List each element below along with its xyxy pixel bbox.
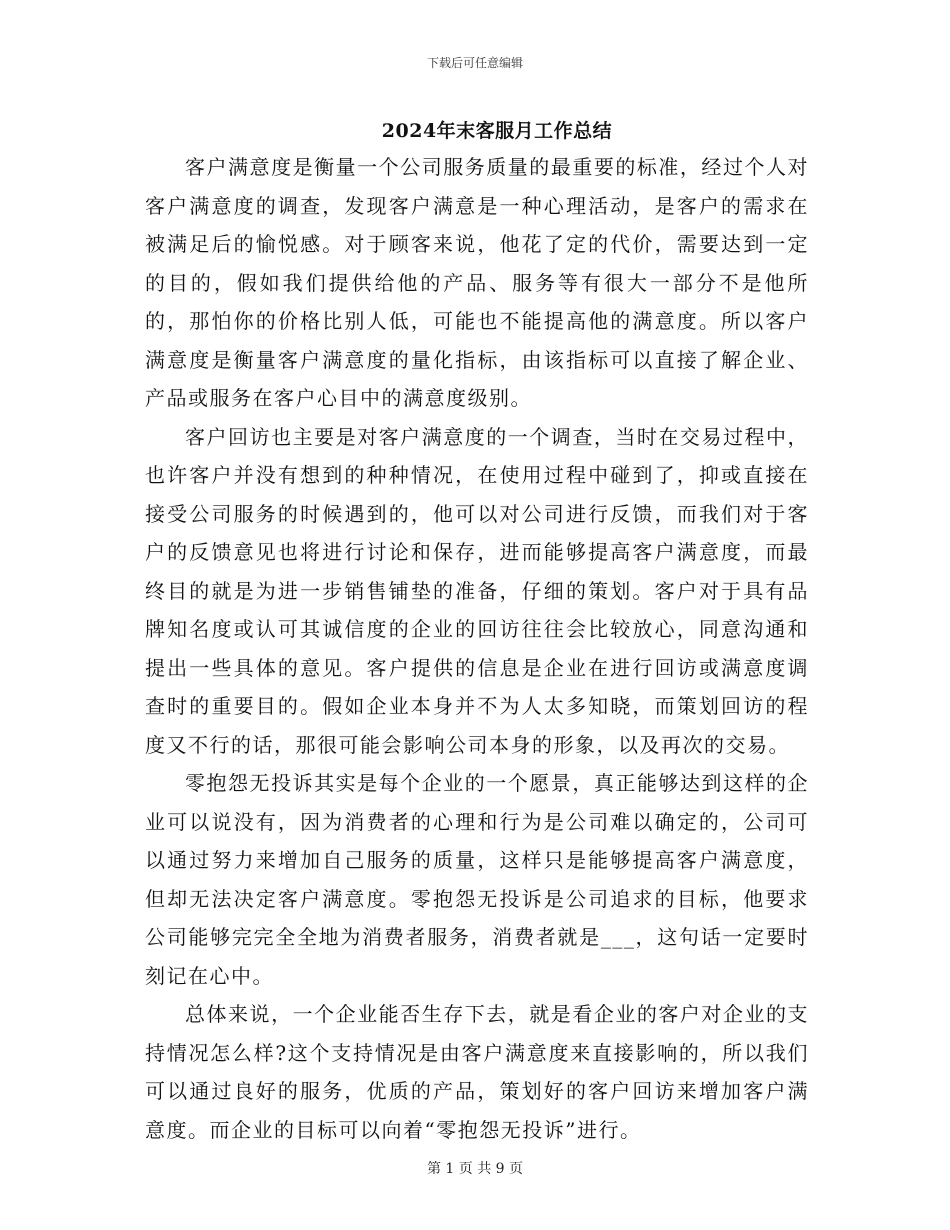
document-title: 2024年末客服月工作总结 <box>381 120 613 142</box>
page-number: 第 1 页 共 9 页 <box>426 1161 524 1177</box>
header-note: 下载后可任意编辑 <box>426 56 523 70</box>
paragraph-revisit: 客户回访也主要是对客户满意度的一个调查，当时在交易过程中，也许客户并没有想到的种种情况，在使用过程中碰到了，抑或直接在接受公司服务的时候遇到的，他可以对公司进行反馈，而我们对于客户的反馈意见也将进行讨论和保存，进而能够提高客户满意度，而最终目的就是为进一步销售铺垫的准备，仔细的策划。客户对于具有品牌知名度或认可其诚信度的企业的回访往往会比较放心，同意沟通和提出一些具体的意见。客户提供的信息是企业在进行回访或满意度调查时的重要目的。假如企业本身并不为人太多知晓，而策划回访的程度又不行的话，那很可能会影响公司本身的形象，以及再次的交易。 <box>145 424 809 757</box>
paragraph-satisfaction: 客户满意度是衡量一个公司服务质量的最重要的标准，经过个人对客户满意度的调查，发现客户满意是一种心理活动，是客户的需求在被满足后的愉悦感。对于顾客来说，他花了定的代价，需要达到一定的目的，假如我们提供给他的产品、服务等有很大一部分不是他所的，那怕你的价格比别人低，可能也不能提高他的满意度。所以客户满意度是衡量客户满意度的量化指标，由该指标可以直接了解企业、产品或服务在客户心目中的满意度级别。 <box>145 155 809 410</box>
paragraph-zero-complaint: 零抱怨无投诉其实是每个企业的一个愿景，真正能够达到这样的企业可以说没有，因为消费者的心理和行为是公司难以确定的，公司可以通过努力来增加自己服务的质量，这样只是能够提高客户满意度，但却无法决定客户满意度。零抱怨无投诉是公司追求的目标，他要求公司能够完完全全地为消费者服务，消费者就是___，这句话一定要时刻记在心中。 <box>145 771 809 988</box>
document-body <box>145 148 809 1149</box>
paragraph-summary: 总体来说，一个企业能否生存下去，就是看企业的客户对企业的支持情况怎么样?这个支持情况是由客户满意度来直接影响的，所以我们可以通过良好的服务，优质的产品，策划好的客户回访来增加客户满意度。而企业的目标可以向着“零抱怨无投诉”进行。 <box>145 1002 809 1142</box>
